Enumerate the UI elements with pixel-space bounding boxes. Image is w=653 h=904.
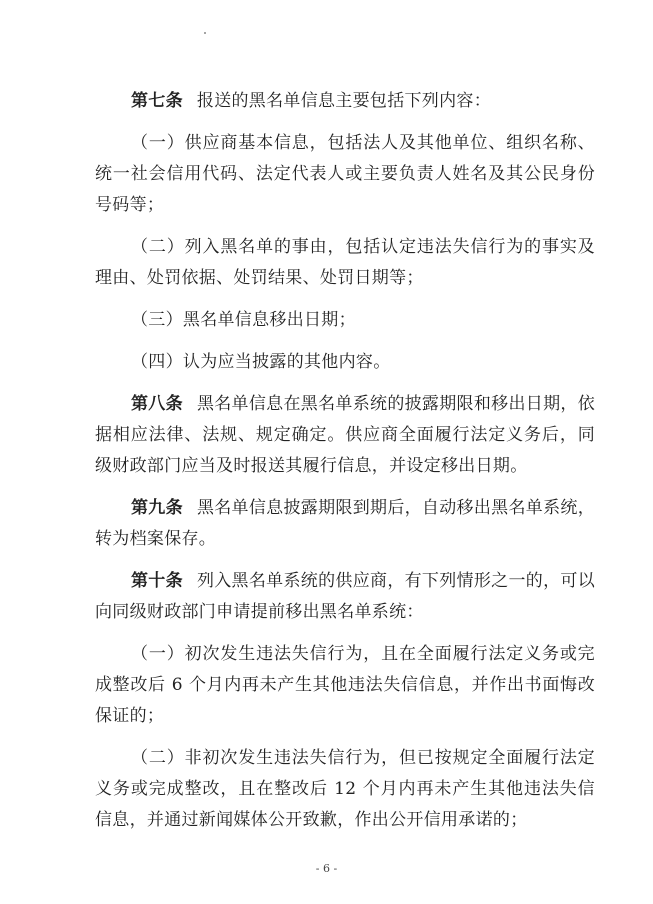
- paragraph-text: 列入黑名单系统的供应商，有下列情形之一的，可以向同级财政部门申请提前移出黑名单系统：: [95, 571, 596, 622]
- page-number: - 6 -: [315, 862, 338, 875]
- scan-speck: [204, 32, 206, 34]
- paragraph-text: 黑名单信息披露期限到期后，自动移出黑名单系统，转为档案保存。: [95, 498, 596, 549]
- paragraph-text: （一）初次发生违法失信行为，且在全面履行法定义务或完成整改后 6 个月内再未产生其他违法失信信息，并作出书面悔改保证的；: [95, 644, 595, 726]
- paragraph-item: [95, 347, 595, 378]
- paragraph-item: [95, 305, 595, 336]
- paragraph-article-9: [95, 493, 595, 555]
- body-text: [95, 86, 595, 847]
- article-heading: 第七条: [131, 91, 183, 111]
- article-heading: 第十条: [131, 571, 183, 591]
- paragraph-item: [95, 639, 595, 732]
- article-heading: 第八条: [131, 394, 183, 414]
- article-heading: 第九条: [131, 498, 183, 518]
- paragraph-item: [95, 743, 595, 836]
- paragraph-text: （一）供应商基本信息，包括法人及其他单位、组织名称、统一社会信用代码、法定代表人或主要负责人姓名及其公民身份号码等；: [95, 133, 595, 215]
- paragraph-item: [95, 232, 595, 294]
- paragraph-article-8: [95, 389, 595, 482]
- paragraph-text: （三）黑名单信息移出日期；: [131, 310, 356, 330]
- paragraph-text: （二）列入黑名单的事由，包括认定违法失信行为的事实及理由、处罚依据、处罚结果、处罚日期等；: [95, 237, 595, 288]
- paragraph-text: （二）非初次发生违法失信行为，但已按规定全面履行法定义务或完成整改，且在整改后 12 个月内再未产生其他违法失信信息，并通过新闻媒体公开致歉，作出公开信用承诺的；: [95, 748, 595, 830]
- paragraph-article-7: [95, 86, 595, 117]
- paragraph-article-10: [95, 566, 595, 628]
- paragraph-text: （四）认为应当披露的其他内容。: [131, 352, 391, 372]
- paragraph-item: [95, 128, 595, 221]
- paragraph-text: 黑名单信息在黑名单系统的披露期限和移出日期，依据相应法律、法规、规定确定。供应商全面履行法定义务后，同级财政部门应当及时报送其履行信息，并设定移出日期。: [95, 394, 596, 476]
- paragraph-text: 报送的黑名单信息主要包括下列内容：: [196, 91, 492, 111]
